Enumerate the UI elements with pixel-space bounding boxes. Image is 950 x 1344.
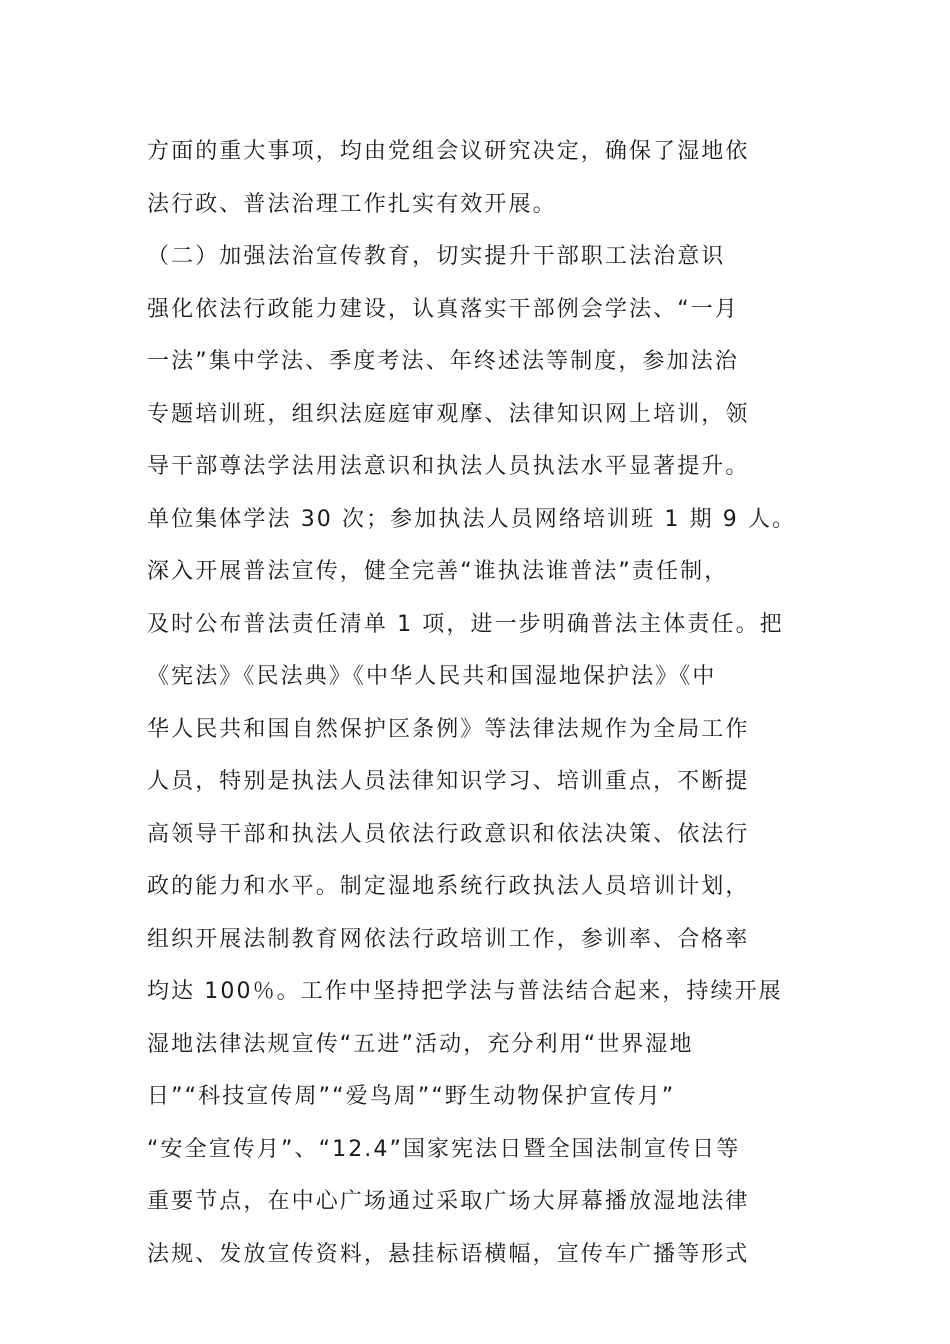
- section-heading: （二）加强法治宣传教育，切实提升干部职工法治意识: [147, 244, 726, 269]
- text-line: 重要节点，在中心广场通过采取广场大屏幕播放湿地法律: [147, 1189, 750, 1214]
- text-line: 华人民共和国自然保护区条例》等法律法规作为全局工作: [147, 716, 750, 742]
- text-line: 强化依法行政能力建设，认真落实干部例会学法、“一月: [147, 296, 739, 322]
- text-line: 法行政、普法治理工作扎实有效开展。: [147, 191, 557, 217]
- text-line: 一法”集中学法、季度考法、年终述法等制度，参加法治: [147, 349, 739, 374]
- text-line: 湿地法律法规宣传“五进”活动，充分利用“世界湿地: [147, 1031, 694, 1057]
- text-line: 日”“科技宣传周”“爱鸟周”“野生动物保护宣传月”: [147, 1084, 676, 1109]
- text-line: 均达 100％。工作中坚持把学法与普法结合起来，持续开展: [147, 979, 783, 1004]
- text-line: 组织开展法制教育网依法行政培训工作，参训率、合格率: [147, 926, 750, 952]
- text-line: 导干部尊法学法用法意识和执法人员执法水平显著提升。: [147, 454, 750, 479]
- text-line: 高领导干部和执法人员依法行政意识和依法决策、依法行: [147, 821, 750, 847]
- text-line: “安全宣传月”、“12.4”国家宪法日暨全国法制宣传日等: [147, 1136, 741, 1162]
- text-line: 方面的重大事项，均由党组会议研究决定，确保了湿地依: [147, 139, 750, 164]
- text-line: 人员，特别是执法人员法律知识学习、培训重点，不断提: [147, 769, 750, 794]
- body-text: [147, 126, 812, 1281]
- text-line: 政的能力和水平。制定湿地系统行政执法人员培训计划，: [147, 874, 750, 899]
- text-line: 法规、发放宣传资料，悬挂标语横幅，宣传车广播等形式: [147, 1241, 750, 1267]
- text-line: 专题培训班，组织法庭庭审观摩、法律知识网上培训，领: [147, 401, 750, 427]
- text-line: 单位集体学法 30 次；参加执法人员网络培训班 1 期 9 人。: [147, 506, 797, 532]
- text-line: 深入开展普法宣传，健全完善“谁执法谁普法”责任制，: [147, 559, 729, 584]
- text-line: 及时公布普法责任清单 1 项，进一步明确普法主体责任。把: [147, 611, 784, 637]
- text-line: 《宪法》《民法典》《中华人民共和国湿地保护法》《中: [147, 664, 717, 689]
